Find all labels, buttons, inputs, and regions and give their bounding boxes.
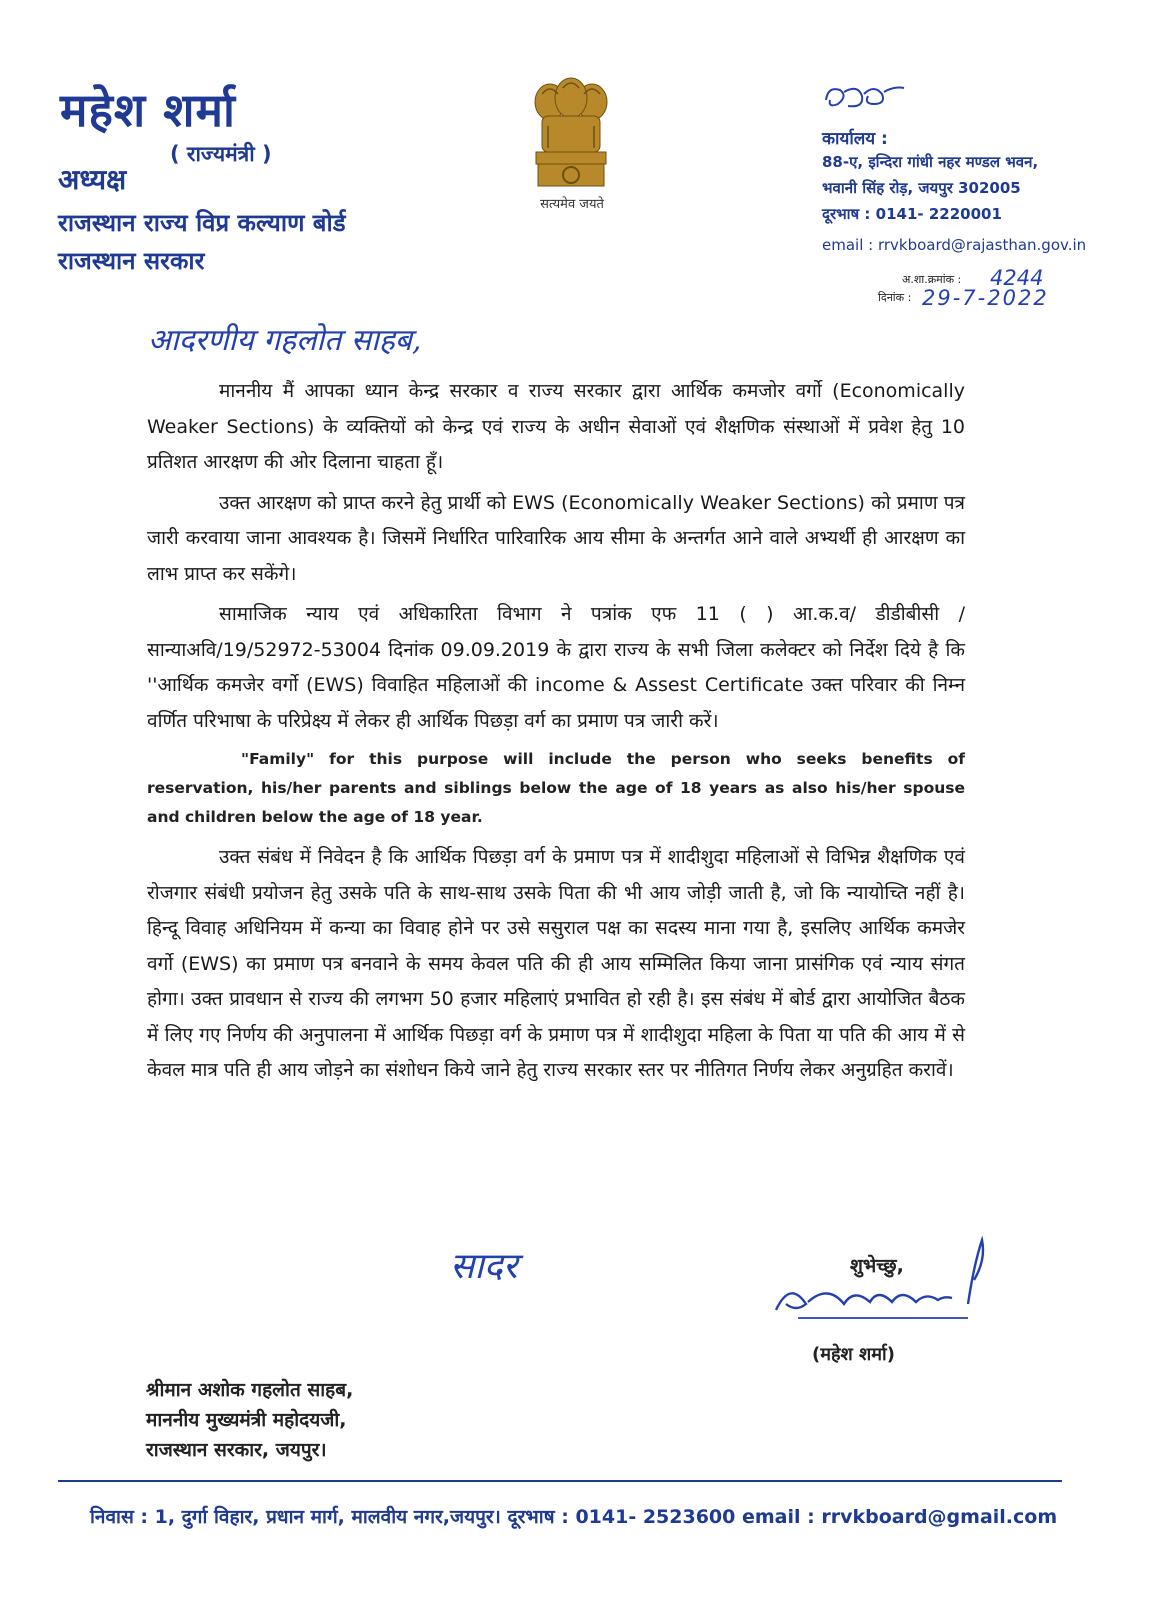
closing-regards: शुभेच्छु,: [850, 1255, 904, 1277]
government-name: राजस्थान सरकार: [58, 247, 205, 275]
handwritten-note: सादर: [450, 1246, 518, 1287]
addressee-line-3: राजस्थान सरकार, जयपुर।: [146, 1439, 327, 1461]
office-label: कार्यालय :: [822, 129, 888, 149]
office-phone: दूरभाष : 0141- 2220001: [822, 205, 1002, 223]
salutation: आदरणीय गहलोत साहब,: [148, 323, 422, 358]
emblem-motto: सत्यमेव जयते: [540, 197, 604, 212]
body-paragraph-2: उक्त आरक्षण को प्राप्त करने हेतु प्रार्थी को EWS (Economically Weaker Sections) को प्रमाण पत्र जारी करवाया जाना आवश्यक है। जिसमें निर्धारित पारिवारिक आय सीमा के अन्तर्गत आने वाले अभ्यर्थी ही आरक्षण का लाभ प्राप्त कर सकेंगे।: [147, 491, 965, 585]
office-email: email : rrvkboard@rajasthan.gov.in: [822, 236, 1087, 254]
date-label: दिनांक :: [878, 291, 912, 304]
body-paragraph-1: माननीय मैं आपका ध्यान केन्द्र सरकार व राज्य सरकार द्वारा आर्थिक कमजोर वर्गो (Economically Weaker Sections) के व्यक्तियों को केन्द्र एवं राज्य के अधीन सेवाओं एवं शैक्षणिक संस्थाओं में प्रवेश हेतु 10 प्रतिशत आरक्षण की ओर दिलाना चाहता हूँ।: [147, 380, 965, 473]
addressee-line-2: माननीय मुख्यमंत्री महोदयजी,: [146, 1409, 347, 1431]
reference-number-label: अ.शा.क्रमांक :: [902, 273, 962, 286]
initials-mark-icon: [822, 80, 912, 114]
addressee-line-1: श्रीमान अशोक गहलोत साहब,: [146, 1379, 354, 1401]
letter-body: [147, 374, 965, 1094]
date-value: 29-7-2022: [922, 286, 1049, 310]
sender-designation: अध्यक्ष: [58, 163, 127, 196]
sender-rank: ( राज्यमंत्री ): [170, 142, 272, 166]
footer-divider: [58, 1480, 1062, 1482]
national-emblem-icon: [528, 76, 614, 196]
handwritten-signature-icon: [768, 1232, 1008, 1342]
body-paragraph-3: सामाजिक न्याय एवं अधिकारिता विभाग ने पत्रांक एफ 11 ( ) आ.क.व/ डीडीबीसी / सान्याअवि/19/52972-53004 दिनांक 09.09.2019 के द्वारा राज्य के सभी जिला कलेक्टर को निर्देश दिये है कि ''आर्थिक कमजेर वर्गो (EWS) विवाहित महिलाओं की income & Assest Certificate उक्त परिवार की निम्न वर्णित परिभाषा के परिप्रेक्ष्य में लेकर ही आर्थिक पिछड़ा वर्ग का प्रमाण पत्र जारी करें।: [147, 603, 965, 732]
signer-name: (महेश शर्मा): [812, 1344, 895, 1365]
footer-residence-address: निवास : 1, दुर्गा विहार, प्रधान मार्ग, मालवीय नगर,जयपुर। दूरभाष : 0141- 2523600 email : rrvkboard@gmail.com: [90, 1506, 1058, 1528]
office-address-line-2: भवानी सिंह रोड़, जयपुर 302005: [822, 179, 1021, 197]
sender-name: महेश शर्मा: [60, 83, 236, 137]
family-definition-quote: "Family" for this purpose will include the person who seeks benefits of reservation, his/her parents and siblings below the age of 18 years as also his/her spouse and children below the age of 18 year.: [147, 750, 965, 826]
body-paragraph-4: उक्त संबंध में निवेदन है कि आर्थिक पिछड़ा वर्ग के प्रमाण पत्र में शादीशुदा महिलाओं से विभिन्न शैक्षणिक एवं रोजगार संबंधी प्रयोजन हेतु उसके पति के साथ-साथ उसके पिता की भी आय जोड़ी जाती है, जो कि न्यायोच्ति नहीं है। हिन्दू विवाह अधिनियम में कन्या का विवाह होने पर उसे ससुराल पक्ष का सदस्य माना गया है, इसलिए आर्थिक कमजेर वर्गो (EWS) का प्रमाण पत्र बनवाने के समय केवल पति की ही आय सम्मिलित किया जाना प्रासंगिक एवं न्याय संगत होगा। उक्त प्रावधान से राज्य की लगभग 50 हजार महिलाएं प्रभावित हो रही है। इस संबंध में बोर्ड द्वारा आयोजित बैठक में लिए गए निर्णय की अनुपालना में आर्थिक पिछड़ा वर्ग के प्रमाण पत्र में शादीशुदा महिला के पिता या पति की आय में से केवल मात्र पति ही आय जोड़ने का संशोधन किये जाने हेतु राज्य सरकार स्तर पर नीतिगत निर्णय लेकर अनुग्रहित करावें।: [147, 846, 965, 1081]
office-address-line-1: 88-ए, इन्दिरा गांधी नहर मण्डल भवन,: [822, 153, 1039, 171]
reference-number-value: 4244: [990, 266, 1044, 290]
organization-name: राजस्थान राज्य विप्र कल्याण बोर्ड: [58, 209, 346, 237]
